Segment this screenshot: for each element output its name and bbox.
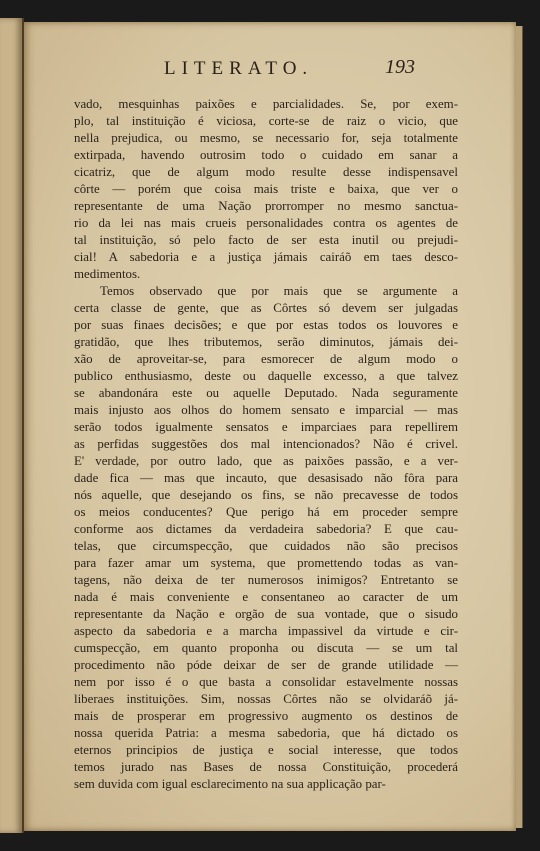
text-line: representante de uma Nação prorromper no mesmo sanctua- <box>74 199 458 213</box>
page-number: 193 <box>385 56 415 78</box>
text-line: Temos observado que por mais que se argumente a <box>100 284 458 298</box>
text-line: sem duvida com igual esclarecimento na sua applicação par- <box>74 777 386 791</box>
text-line: rio da lei nas mais crueis personalidades contra os agentes de <box>74 216 458 230</box>
text-line: cicatriz, que de algum modo resulte desse indispensavel <box>74 165 458 179</box>
text-line: mais injusto aos olhos do homem sensato e imparcial — mas <box>74 403 458 417</box>
text-line: serão todos igualmente sensatos e imparciaes para repellirem <box>74 420 458 434</box>
text-line: nella prejudica, ou mesmo, se necessario for, seja totalmente <box>74 131 458 145</box>
paragraph <box>74 96 458 283</box>
text-line: côrte — porém que coisa mais triste e baixa, que ver o <box>74 182 458 196</box>
text-line: cumspecção, em quanto proponha ou discuta — se um tal <box>74 641 458 655</box>
running-head: LITERATO. <box>164 58 314 79</box>
page-edge <box>516 26 523 828</box>
text-line: gratidão, que lhes tributemos, serão diminutos, jámais dei- <box>74 335 458 349</box>
text-line: tagens, não deixa de ter numerosos inimigos? Entretanto se <box>74 573 458 587</box>
text-line: certa classe de gente, que as Côrtes só devem ser julgadas <box>74 301 458 315</box>
facing-page-edge <box>0 18 24 833</box>
text-line: liberaes instituições. Sim, nossas Côrtes não se olvidaráõ já- <box>74 692 458 706</box>
book-page <box>24 22 516 831</box>
text-line: eternos principios de justiça e social interesse, que todos <box>74 743 458 757</box>
text-line: medimentos. <box>74 267 141 281</box>
text-line: nossa querida Patria: a mesma sabedoria, que há dictado os <box>74 726 458 740</box>
text-line: por suas finaes decisões; e que por estas todos os louvores e <box>74 318 458 332</box>
text-line: aspecto da sabedoria e a marcha impassivel da virtude e cir- <box>74 624 458 638</box>
page-header <box>24 58 516 84</box>
text-line: nós aquelle, que desejando os fins, se não precavesse de todos <box>74 488 458 502</box>
text-line: para fazer amar um systema, que promettendo todas as van- <box>74 556 458 570</box>
text-line: nem por isso é o que basta a consolidar estavelmente nossas <box>74 675 458 689</box>
text-line: procedimento não póde deixar de ser de grande utilidade — <box>74 658 458 672</box>
text-line: dade fica — mas que incauto, que desasisado não fôra para <box>74 471 458 485</box>
text-line: extirpada, havendo outrosim todo o cuidado em sanar a <box>74 148 458 162</box>
text-line: tal instituição, só pelo facto de ser esta inutil ou prejudi- <box>74 233 458 247</box>
text-line: plo, tal instituição é viciosa, corte-se de raiz o vicio, que <box>74 114 458 128</box>
text-line: publico enthusiasmo, deste ou daquelle excesso, a que talvez <box>74 369 458 383</box>
text-line: nada é mais conveniente e consentaneo ao caracter de um <box>74 590 458 604</box>
text-line: conforme aos dictames da verdadeira sabedoria? E que cau- <box>74 522 458 536</box>
text-line: xão de aproveitar-se, para esmorecer de algum modo o <box>74 352 458 366</box>
text-line: cial! A sabedoria e a justiça jámais cairáõ em taes desco- <box>74 250 458 264</box>
paragraph <box>74 283 458 793</box>
text-line: mais de prosperar em progressivo augmento os destinos de <box>74 709 458 723</box>
text-line: vado, mesquinhas paixões e parcialidades. Se, por exem- <box>74 97 458 111</box>
text-line: representante da Nação e orgão de sua vontade, que o sisudo <box>74 607 458 621</box>
text-line: se abandonára este ou aquelle Deputado. Nada seguramente <box>74 386 458 400</box>
text-line: as perfidas suggestões dos mal intencionados? Não é crivel. <box>74 437 458 451</box>
text-line: os meios conducentes? Que perigo há em proceder sempre <box>74 505 458 519</box>
text-line: temos jurado nas Bases de nossa Constituição, procederá <box>74 760 458 774</box>
text-line: telas, que circumspecção, que cuidados não são precisos <box>74 539 458 553</box>
body-text <box>74 96 458 793</box>
text-line: E' verdade, por outro lado, que as paixões passão, e a ver- <box>74 454 458 468</box>
